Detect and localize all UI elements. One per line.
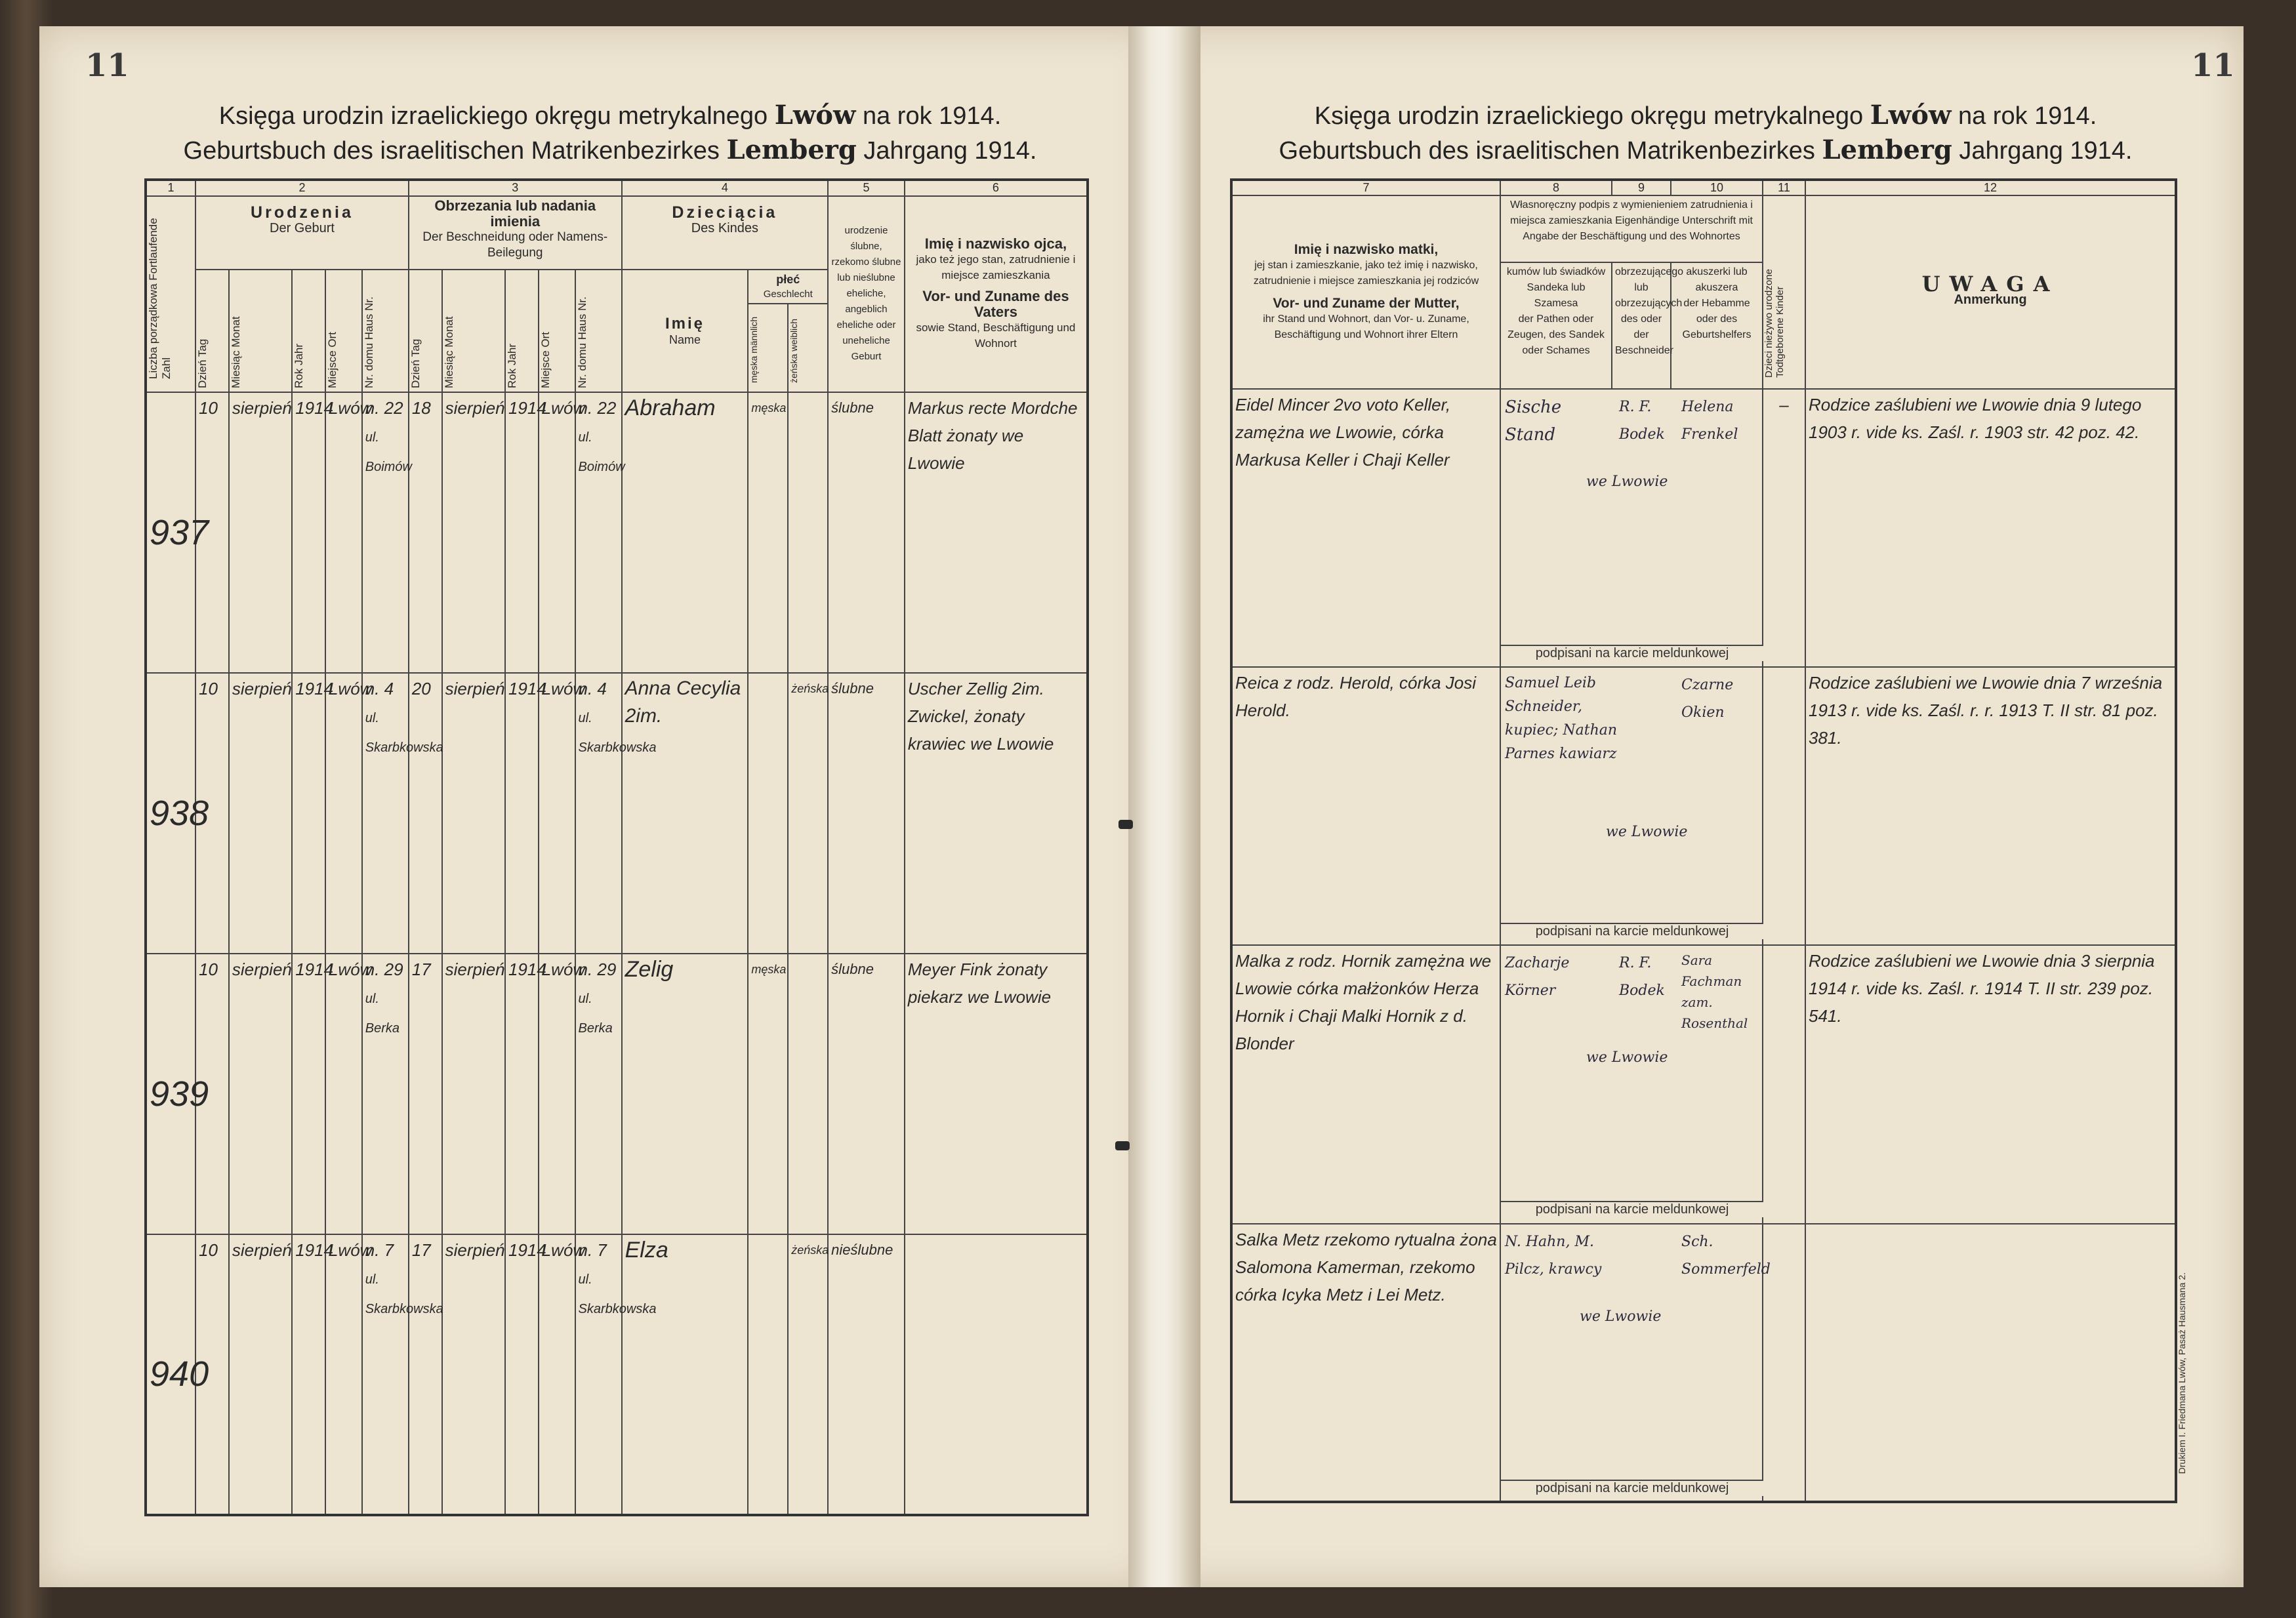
- header-godparents: kumów lub świadków Sandeka lub Szamesa: [1506, 266, 1606, 309]
- signature-note: podpisani na karcie meldunkowej: [1501, 645, 1763, 661]
- birth-house: n. 29: [365, 959, 403, 979]
- header-legitimacy: urodzenie ślubne, rzekomo ślubne lub nieślubne eheliche, angeblich eheliche oder uneheliche Geburt: [828, 196, 905, 392]
- birth-place: Lwów: [325, 673, 362, 954]
- header-mother: Imię i nazwisko matki,: [1294, 241, 1439, 257]
- col-number: 8: [1500, 180, 1612, 195]
- header-year: Rok Jahr: [505, 344, 518, 389]
- heading-de-city: Lemberg: [1822, 134, 1952, 165]
- header-place: Miejsce Ort: [325, 332, 338, 389]
- signature-place: we Lwowie: [1586, 1049, 1668, 1066]
- header-house: Nr. domu Haus Nr.: [575, 296, 588, 389]
- remark: Rodzice zaślubieni we Lwowie dnia 9 lutego 1903 r. vide ks. Zaśl. r. 1903 str. 42 poz. 42.: [1805, 389, 2176, 667]
- heading-pl-prefix: Księga urodzin izraelickiego okręgu metrykalnego: [218, 102, 768, 130]
- col-number: 7: [1231, 180, 1500, 195]
- sex-female: żeńska: [788, 1234, 828, 1515]
- sex-female: żeńska: [788, 673, 828, 954]
- child-name: Elza: [622, 1234, 748, 1515]
- father-name: Uscher Zellig 2im. Zwickel, żonaty krawiec we Lwowie: [905, 673, 1088, 954]
- header-female: żeńska weiblich: [789, 318, 800, 383]
- header-child: Dzieciącia: [672, 203, 778, 222]
- header-day: Dzień Tag: [196, 338, 209, 389]
- header-circumcision-de: Der Beschneidung oder Namens-Beilegung: [422, 230, 608, 260]
- circumciser: R. F. Bodek: [1619, 398, 1665, 443]
- header-father: Imię i nazwisko ojca,: [924, 235, 1067, 253]
- godparents: N. Hahn, M. Pilcz, krawcy: [1505, 1233, 1602, 1278]
- circ-day: 17: [409, 1234, 442, 1515]
- signature-place: we Lwowie: [1586, 473, 1668, 490]
- legitimacy: nieślubne: [828, 1234, 905, 1515]
- legitimacy: ślubne: [828, 392, 905, 673]
- header-midwife: akuszerki lub akuszera: [1686, 266, 1748, 293]
- header-sex-de: Geschlecht: [763, 289, 813, 300]
- circ-street: ul. Skarbkowska: [578, 710, 657, 755]
- sex-male: męska: [748, 954, 788, 1234]
- right-heading: [1240, 98, 2171, 168]
- heading-de-suffix: Jahrgang 1914.: [863, 137, 1037, 165]
- circ-year: 1914: [505, 954, 539, 1234]
- circ-street: ul. Boimów: [578, 430, 625, 474]
- circ-house: n. 7: [578, 1240, 607, 1260]
- header-house: Nr. domu Haus Nr.: [362, 296, 375, 389]
- heading-pl-prefix: Księga urodzin izraelickiego okręgu metrykalnego: [1314, 102, 1864, 130]
- birth-street: ul. Skarbkowska: [365, 1272, 443, 1316]
- header-father-desc: jako też jego stan, zatrudnienie i miejsce zamieszkania: [916, 253, 1076, 282]
- heading-de-city: Lemberg: [726, 134, 857, 165]
- binding-clip: [1118, 820, 1133, 829]
- godparents: Sische Stand: [1505, 397, 1562, 445]
- heading-de-prefix: Geburtsbuch des israelitischen Matrikenbezirkes: [1279, 137, 1815, 165]
- circ-street: ul. Skarbkowska: [578, 1272, 657, 1316]
- entry-lp: 939: [146, 954, 195, 1234]
- circ-place: Lwów: [539, 392, 575, 673]
- header-month: Miesiąc Monat: [229, 316, 242, 389]
- entry-lp: 938: [146, 673, 195, 954]
- binding-clip: [1115, 1141, 1130, 1150]
- circumciser: R. F. Bodek: [1619, 955, 1665, 1000]
- header-mother-de: Vor- und Zuname der Mutter,: [1273, 295, 1460, 311]
- father-name: Markus recte Mordche Blatt żonaty we Lwowie: [905, 392, 1088, 673]
- entry-row: [146, 1234, 1088, 1515]
- birth-day: 10: [195, 954, 229, 1234]
- header-stillborn: Dzieci nieżywo urodzone Todtgeborene Kinder: [1763, 268, 1786, 378]
- page-number-left: 11: [85, 47, 129, 84]
- heading-pl-city: Lwów: [1870, 100, 1952, 131]
- header-name-de: Name: [668, 333, 701, 346]
- header-circumciser: obrzezującego lub obrzezujących: [1615, 266, 1684, 309]
- circ-year: 1914: [505, 673, 539, 954]
- mother-name: Eidel Mincer 2vo voto Keller, zamężna we Lwowie, córka Markusa Keller i Chaji Keller: [1231, 389, 1500, 667]
- col-number: 3: [409, 180, 622, 196]
- circ-day: 20: [409, 673, 442, 954]
- entry-row: [1231, 667, 2176, 945]
- entry-lp: 940: [146, 1234, 195, 1515]
- col-number: 9: [1612, 180, 1671, 195]
- col-number: 11: [1763, 180, 1805, 195]
- header-place: Miejsce Ort: [539, 332, 552, 389]
- circ-day: 18: [409, 392, 442, 673]
- birth-house: n. 22: [365, 397, 403, 418]
- header-mother-desc: jej stan i zamieszkanie, jako też imię i nazwisko, zatrudnienie i miejsce zamieszkania jej rodziców: [1253, 259, 1479, 287]
- header-father-de-desc: sowie Stand, Beschäftigung und Wohnort: [916, 321, 1076, 350]
- birth-month: sierpień: [229, 673, 292, 954]
- remark: Rodzice zaślubieni we Lwowie dnia 3 sierpnia 1914 r. vide ks. Zaśl. r. 1914 T. II str. 239 poz. 541.: [1805, 945, 2176, 1223]
- birth-day: 10: [195, 673, 229, 954]
- birth-street: ul. Berka: [365, 991, 400, 1036]
- signature-note: podpisani na karcie meldunkowej: [1501, 923, 1763, 939]
- col-number: 5: [828, 180, 905, 196]
- sex-male: [748, 673, 788, 954]
- child-name: Anna Cecylia 2im.: [622, 673, 748, 954]
- midwife: Sara Fachman zam. Rosenthal: [1681, 952, 1748, 1032]
- header-birth-de: Der Geburt: [270, 220, 335, 235]
- signature-note: podpisani na karcie meldunkowej: [1501, 1480, 1763, 1496]
- entry-row: [1231, 945, 2176, 1223]
- col-number: 6: [905, 180, 1088, 196]
- mother-name: Salka Metz rzekomo rytualna żona Salomona Kamerman, rzekomo córka Icyka Metz i Lei Metz.: [1231, 1224, 1500, 1502]
- circ-place: Lwów: [539, 954, 575, 1234]
- header-remark-de: Anmerkung: [1954, 293, 2027, 308]
- heading-de-prefix: Geburtsbuch des israelitischen Matrikenbezirkes: [183, 137, 720, 165]
- header-child-de: Des Kindes: [691, 220, 759, 235]
- birth-year: 1914: [292, 1234, 325, 1515]
- signature-note: podpisani na karcie meldunkowej: [1501, 1201, 1763, 1217]
- entry-row: [146, 954, 1088, 1234]
- legitimacy: ślubne: [828, 673, 905, 954]
- signature-place: we Lwowie: [1606, 824, 1688, 841]
- sex-female: [788, 392, 828, 673]
- header-birth: Urodzenia: [251, 203, 354, 222]
- header-circumciser-de: des oder der Beschneider: [1615, 313, 1673, 356]
- child-name: Zelig: [622, 954, 748, 1234]
- header-signatures: Własnoręczny podpis z wymienieniem zatrudnienia i miejsca zamieszkania Eigenhändige Unterschrift mit Angabe der Beschäftigung und des Wohnortes: [1500, 195, 1763, 262]
- birth-year: 1914: [292, 673, 325, 954]
- birth-day: 10: [195, 392, 229, 673]
- col-number: 2: [195, 180, 409, 196]
- circ-year: 1914: [505, 1234, 539, 1515]
- birth-day: 10: [195, 1234, 229, 1515]
- circ-house: n. 22: [578, 397, 617, 418]
- child-name: Abraham: [622, 392, 748, 673]
- entry-row: [146, 392, 1088, 673]
- header-midwife-de: der Hebamme oder des Geburtshelfers: [1682, 297, 1752, 340]
- header-month: Miesiąc Monat: [442, 316, 455, 389]
- birth-house: n. 7: [365, 1240, 394, 1260]
- midwife: Czarne Okien: [1681, 677, 1734, 721]
- midwife: Sch. Sommerfeld: [1681, 1233, 1771, 1278]
- father-name: [905, 1234, 1088, 1515]
- birth-place: Lwów: [325, 392, 362, 673]
- left-register-table: [144, 178, 1089, 1516]
- mother-name: Malka z rodz. Hornik zamężna we Lwowie córka małżonków Herza Hornik i Chaji Malki Hornik z d. Blonder: [1231, 945, 1500, 1223]
- header-godparents-de: der Pathen oder Zeugen, des Sandek oder Schames: [1507, 313, 1605, 356]
- circ-house: n. 29: [578, 959, 617, 979]
- header-name: Imię: [665, 314, 705, 333]
- book-spine: [1128, 26, 1200, 1587]
- birth-month: sierpień: [229, 1234, 292, 1515]
- entry-row: [1231, 389, 2176, 667]
- sex-male: męska: [748, 392, 788, 673]
- birth-place: Lwów: [325, 1234, 362, 1515]
- printer-imprint: Drukiem I. Friedmana Lwów, Pasaż Hausmana 2.: [2177, 1272, 2187, 1474]
- header-male: męska männlich: [748, 316, 760, 383]
- birth-year: 1914: [292, 392, 325, 673]
- header-sex: płeć: [776, 273, 800, 287]
- birth-place: Lwów: [325, 954, 362, 1234]
- entry-lp: 937: [146, 392, 195, 673]
- header-day: Dzień Tag: [409, 338, 422, 389]
- header-remark: UWAGA: [1921, 272, 2059, 297]
- entry-row: [1231, 1224, 2176, 1502]
- birth-street: ul. Skarbkowska: [365, 710, 443, 755]
- col-number: 12: [1805, 180, 2176, 195]
- header-father-de: Vor- und Zuname des Vaters: [922, 288, 1069, 321]
- right-register-table: [1230, 178, 2177, 1503]
- mother-name: Reica z rodz. Herold, córka Josi Herold.: [1231, 667, 1500, 945]
- page-number-right: 11: [2191, 47, 2235, 84]
- entry-row: [146, 673, 1088, 954]
- birth-house: n. 4: [365, 678, 394, 698]
- stillborn: [1763, 945, 1805, 1223]
- heading-de-suffix: Jahrgang 1914.: [1959, 137, 2133, 165]
- circ-month: sierpień: [442, 954, 505, 1234]
- heading-pl-suffix: na rok 1914.: [862, 102, 1002, 130]
- circ-place: Lwów: [539, 1234, 575, 1515]
- circ-house: n. 4: [578, 678, 607, 698]
- circ-year: 1914: [505, 392, 539, 673]
- signature-place: we Lwowie: [1580, 1308, 1662, 1325]
- remark: [1805, 1224, 2176, 1502]
- heading-pl-city: Lwów: [774, 100, 856, 131]
- header-mother-de-desc: ihr Stand und Wohnort, dan Vor- u. Zuname, Beschäftigung und Wohnort ihrer Eltern: [1263, 313, 1469, 340]
- birth-street: ul. Boimów: [365, 430, 412, 474]
- birth-month: sierpień: [229, 954, 292, 1234]
- birth-year: 1914: [292, 954, 325, 1234]
- circ-place: Lwów: [539, 673, 575, 954]
- circ-month: sierpień: [442, 392, 505, 673]
- sex-male: [748, 1234, 788, 1515]
- stillborn: [1763, 667, 1805, 945]
- godparents: Zacharje Körner: [1505, 955, 1570, 1000]
- godparents: Samuel Leib Schneider, kupiec; Nathan Parnes kawiarz: [1505, 675, 1618, 763]
- col-number: 4: [622, 180, 829, 196]
- father-name: Meyer Fink żonaty piekarz we Lwowie: [905, 954, 1088, 1234]
- legitimacy: ślubne: [828, 954, 905, 1234]
- header-circumcision: Obrzezania lub nadania imienia: [434, 197, 596, 230]
- header-lp: Liczba porządkowa Fortlaufende Zahl: [147, 218, 173, 380]
- left-heading: [151, 98, 1069, 168]
- midwife: Helena Frenkel: [1681, 398, 1738, 443]
- circ-month: sierpień: [442, 1234, 505, 1515]
- circ-month: sierpień: [442, 673, 505, 954]
- heading-pl-suffix: na rok 1914.: [1958, 102, 2097, 130]
- stillborn: –: [1763, 389, 1805, 667]
- header-year: Rok Jahr: [293, 344, 306, 389]
- circ-day: 17: [409, 954, 442, 1234]
- remark: Rodzice zaślubieni we Lwowie dnia 7 września 1913 r. vide ks. Zaśl. r. r. 1913 T. II str. 81 poz. 381.: [1805, 667, 2176, 945]
- col-number: 1: [146, 180, 195, 196]
- col-number: 10: [1671, 180, 1763, 195]
- circ-street: ul. Berka: [578, 991, 613, 1036]
- sex-female: [788, 954, 828, 1234]
- birth-month: sierpień: [229, 392, 292, 673]
